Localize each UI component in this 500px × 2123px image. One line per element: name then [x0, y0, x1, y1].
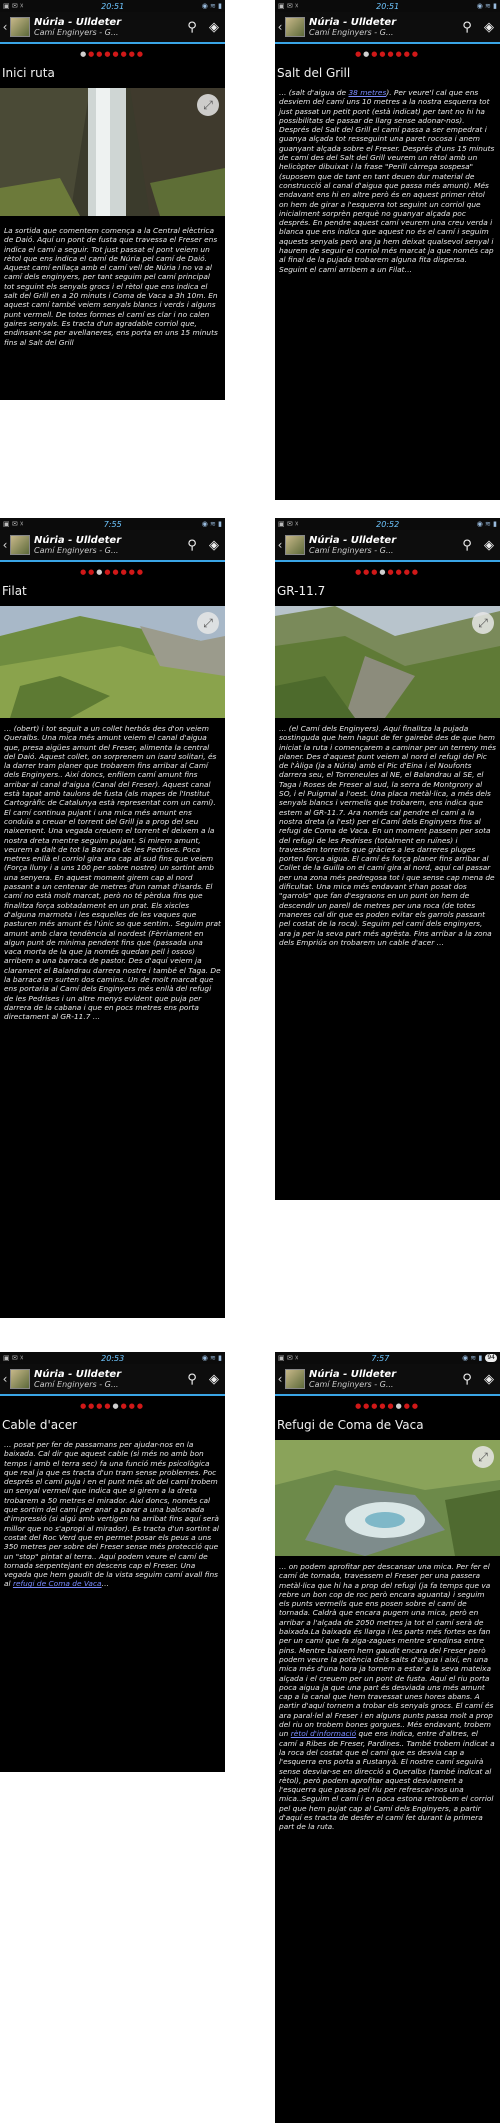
- waterfall-photo[interactable]: [0, 88, 225, 216]
- back-button[interactable]: ‹: [2, 20, 8, 34]
- app-title: Núria - Ulldeter: [34, 1369, 122, 1380]
- page-dot[interactable]: ●: [120, 1402, 129, 1410]
- page-indicator: [0, 50, 225, 60]
- description-link[interactable]: refugi de Coma de Vaca: [12, 1579, 102, 1589]
- page-indicator: [275, 50, 500, 60]
- description-text: [0, 226, 225, 347]
- page-dot[interactable]: ●: [88, 50, 97, 58]
- map-pin-icon[interactable]: ⚲: [462, 1371, 472, 1387]
- page-dot[interactable]: ●: [80, 1402, 89, 1410]
- page-dot[interactable]: ●: [371, 50, 380, 58]
- page-dot[interactable]: ●: [104, 1402, 113, 1410]
- page-dot[interactable]: ●: [112, 50, 121, 58]
- page-dot[interactable]: ●: [80, 50, 89, 58]
- description-link[interactable]: 38 metres: [348, 88, 387, 97]
- screen-refugi-coma-de-vaca: [275, 1352, 500, 2123]
- description-text: [0, 1440, 225, 1589]
- page-dot[interactable]: ●: [355, 568, 364, 576]
- page-dot[interactable]: ●: [403, 1402, 412, 1410]
- page-dot[interactable]: ●: [136, 568, 145, 576]
- page-dot[interactable]: ●: [136, 1402, 145, 1410]
- app-titles: [34, 17, 181, 37]
- route-thumbnail-icon: [10, 17, 30, 37]
- map-pin-icon[interactable]: ⚲: [462, 537, 472, 553]
- page-dot[interactable]: ●: [395, 568, 404, 576]
- status-bar: [0, 518, 225, 530]
- expand-photo-icon[interactable]: ⤢: [472, 612, 494, 634]
- page-dot[interactable]: ●: [136, 50, 145, 58]
- screen-filat: [0, 518, 225, 1318]
- page-title: Filat: [2, 584, 27, 598]
- status-time: 20:53: [101, 1353, 125, 1363]
- notification-icon: ▣ ✉ ☓: [3, 520, 24, 528]
- description-part: … posat per fer de passamans per ajudar-nos en la baixada. Cal dir que aquest cable (si més no amb bon temps i amb el terra sec) fa una funció més psicològica que real ja que es tracta d'un tram sense problemes. Poc després el camí puja i en el punt més alt del camí trobem un senyal vermell que indica que si girem a la dreta trobarem a 50 metres el mirador. Així doncs, només cal que sortim del camí per anar a parar a una balconada d'impressió (si algú amb vertigen ha arribat fins aquí serà millor que no s'apropi al mirador). Es tracta d'un sortint al costat del Roc Verd que en permet posar els peus a uns 350 metres per sobre del Freser sense més protecció que un "stop" pintat al terra.. Aquí podem veure el camí de tornada serpentejant en descens cap el Freser. Una vegada que hem gaudit de la vista seguim camí avall fins al: [4, 1440, 219, 1589]
- page-dot[interactable]: ●: [128, 50, 137, 58]
- status-bar: [275, 0, 500, 12]
- status-time: 20:51: [376, 1, 400, 11]
- page-dot[interactable]: ●: [403, 568, 412, 576]
- status-time: 20:51: [101, 1, 125, 11]
- route-thumbnail-icon: [10, 535, 30, 555]
- page-dot[interactable]: ●: [371, 1402, 380, 1410]
- app-title: Núria - Ulldeter: [34, 535, 122, 546]
- page-dot[interactable]: ●: [96, 1402, 105, 1410]
- navigate-icon[interactable]: ◈: [209, 1371, 219, 1387]
- page-dot[interactable]: ●: [395, 50, 404, 58]
- page-dot[interactable]: ●: [104, 568, 113, 576]
- expand-photo-icon[interactable]: ⤢: [197, 612, 219, 634]
- app-titles: [309, 535, 456, 555]
- page-dot[interactable]: ●: [355, 50, 364, 58]
- app-titles: [309, 17, 456, 37]
- route-thumbnail-icon: [285, 535, 305, 555]
- screen-salt-del-grill: [275, 0, 500, 500]
- status-bar: [0, 1352, 225, 1364]
- description-part: La sortida que comentem comença a la Central elèctrica de Daió. Aquí un pont de fusta que travessa el Freser ens indica el camí a seguir. Tot just passat el pont veiem un rètol que ens indica el camí de Núria pel camí de Daió. Aquest camí enllaça amb el camí vell de Núria i no va al camí dels enginyers, per tant seguim pel camí principal tot seguint els senyals grocs i el rètol que ens indica el salt del Grill en a 20 minuts i Coma de Vaca a 3h 10m. En aquest camí també veiem senyals blancs i verds i alguns punt vermell. De totes formes el camí es clar i no calen gaires senyals. Es tracta d'un agradable corriol que, endinsant-se per avellaneres, ens porta en uns 15 minuts fins al Salt del Grill: [4, 226, 218, 347]
- page-dot[interactable]: ●: [411, 568, 420, 576]
- page-dot[interactable]: ●: [104, 50, 113, 58]
- description-part: … (el Camí dels Enginyers). Aquí finalitza la pujada sostinguda que hem hagut de fer gairebé des de que hem iniciat la ruta i començarem a caminar per un terreny més planer. Des d'aquest punt veiem al nord el refugi del Pic de l'Àliga (ja a Núria) amb el Pic d'Eina i el Noufonts darrera seu, el Torreneules al NE, el Balandrau al SE, el Taga i Roses de Freser al sud, la serra de Montgrony al SO, i el Puigmal a l'oest. Una placa metàl·lica, a més dels senyals blancs i vermells que trobarem, ens indica que estem al GR-11.7. Ara només cal pendre el camí a la nostra dreta (a l'est) per el Camí dels Enginyers fins al refugi de Coma de Vaca. En un moment passem per sota del refugi de les Pedrises (totalment en ruïnes) i travessem torrents que gràcies a les darreres pluges porten força aigua. El camí és força planer fins arribar al Collet de la Guilla on el camí gira al nord, aquí cal passar per una zona més pedregosa tot i que sense cap mena de dificultat. Una mica més endavant s'han posat dos "garrols" que fan d'esgraons en un punt on hem de descendir un parell de metres per una roca (de totes maneres cal dir que es poden evitar els garrols passant pel costat de la roca). Seguim pel camí dels enginyers, ara ja per la seva part més agrèsta. Fins arribar a la zona dels Empriús on trobarem un cable d'acer …: [279, 724, 496, 947]
- status-bar: [0, 0, 225, 12]
- notification-icon: ▣ ✉ ☓: [278, 1354, 299, 1362]
- page-dot[interactable]: ●: [96, 50, 105, 58]
- navigate-icon[interactable]: ◈: [484, 537, 494, 553]
- status-time: 20:52: [376, 519, 400, 529]
- route-thumbnail-icon: [10, 1369, 30, 1389]
- page-dot[interactable]: ●: [88, 568, 97, 576]
- page-dot[interactable]: ●: [387, 50, 396, 58]
- screen-inici-ruta: [0, 0, 225, 400]
- route-thumbnail-icon: [285, 1369, 305, 1389]
- page-dot[interactable]: ●: [395, 1402, 404, 1410]
- app-subtitle: Camí Enginyers - G...: [309, 546, 394, 555]
- signal-icons: ◉ ≋ ▮: [476, 2, 497, 10]
- back-button[interactable]: ‹: [277, 538, 283, 552]
- app-titles: [34, 535, 181, 555]
- page-dot[interactable]: ●: [128, 568, 137, 576]
- page-dot[interactable]: ●: [379, 1402, 388, 1410]
- description-part: que ens indica, entre d'altres, el camí a Ribes de Freser, Pardines.. També trobem indicat a la roca del costat que el camí que es desvia cap a l'esquerra ens porta a Fustanyà. El nostre camí seguirà sense desviar-se en direcció a Queralbs (també indicat al rètol), però podem aprofitar aquest desviament a l'esquerra que passa pel riu per refrescar-nos una mica..Seguim el camí i en poca estona retrobem el corriol pel que hem pujat cap al Camí dels Enginyers, a partir d'aquí es tracta de desfer el camí fet durant la primera part de la ruta.: [279, 1729, 495, 1832]
- page-dot[interactable]: ●: [112, 568, 121, 576]
- description-text: [275, 1562, 500, 1832]
- page-dot[interactable]: ●: [96, 568, 105, 576]
- page-dot[interactable]: ●: [411, 50, 420, 58]
- signal-icons: ◉ ≋ ▮: [201, 520, 222, 528]
- page-title: GR-11.7: [277, 584, 326, 598]
- signal-icons: ◉ ≋ ▮ 94: [462, 1354, 495, 1362]
- back-button[interactable]: ‹: [277, 20, 283, 34]
- page-indicator: [0, 1402, 225, 1412]
- page-dot[interactable]: ●: [112, 1402, 121, 1410]
- page-indicator: [0, 568, 225, 578]
- screen-gr-11-7: [275, 518, 500, 1200]
- description-text: [275, 88, 500, 274]
- page-title: Cable d'acer: [2, 1418, 78, 1432]
- status-bar: [275, 518, 500, 530]
- app-title: Núria - Ulldeter: [309, 1369, 397, 1380]
- page-title: Inici ruta: [2, 66, 55, 80]
- navigate-icon[interactable]: ◈: [484, 1371, 494, 1387]
- app-subtitle: Camí Enginyers - G...: [309, 28, 394, 37]
- app-subtitle: Camí Enginyers - G...: [34, 546, 119, 555]
- page-dot[interactable]: ●: [128, 1402, 137, 1410]
- signal-icons: ◉ ≋ ▮: [201, 2, 222, 10]
- description-part: … on podem aprofitar per descansar una mica. Per fer el camí de tornada, travessem el Freser per una passera metàl·lica que hi ha a prop del refugi (ja fa temps que va rebre un bon cop de roc però encara aguanta) i seguim els punts vermells que ens posen sobre el camí de tornada. Caldrà que encara pugem una mica, però en arribar a l'alçada de 2050 metres ja tot el camí serà de baixada.La baixada és llarga i les parts més fortes es fan per un camí que fa ziga-zagues mentre s'endinsa entre pins. Mentre baixem hem gaudit encara del Freser però podem veure la potència dels salts d'aigua i així, en una mica més d'una hora ja tornem a estar a la seva mateixa alçada i el creuem per un pont de fusta. Aquí el riu porta poca aigua ja que una part és desviada uns més amunt cap a la canal que hem travessat unes hores abans. A partir d'aquí tornem a trobar els senyals grocs. El camí és ara paral·lel al Freser i en alguns punts passa molt a prop del riu on trobem bones gorgues.. Més endavant, trobem un: [279, 1562, 494, 1739]
- app-titles: [34, 1369, 181, 1389]
- page-dot[interactable]: ●: [379, 568, 388, 576]
- navigate-icon[interactable]: ◈: [209, 537, 219, 553]
- map-pin-icon[interactable]: ⚲: [187, 1371, 197, 1387]
- status-bar: [275, 1352, 500, 1364]
- app-bar: [275, 12, 500, 44]
- back-button[interactable]: ‹: [2, 1372, 8, 1386]
- status-time: 7:57: [371, 1353, 390, 1363]
- notification-icon: ▣ ✉ ☓: [278, 520, 299, 528]
- meadow-photo[interactable]: [0, 606, 225, 718]
- app-bar: [275, 1364, 500, 1396]
- map-pin-icon[interactable]: ⚲: [462, 19, 472, 35]
- signal-icons: ◉ ≋ ▮: [201, 1354, 222, 1362]
- page-indicator: [275, 568, 500, 578]
- route-thumbnail-icon: [285, 17, 305, 37]
- expand-photo-icon[interactable]: ⤢: [197, 94, 219, 116]
- expand-photo-icon[interactable]: ⤢: [472, 1446, 494, 1468]
- valley-photo[interactable]: [275, 606, 500, 718]
- description-part: … (salt d'aigua de: [279, 88, 347, 97]
- description-part: …: [101, 1579, 109, 1589]
- app-bar: [275, 530, 500, 562]
- app-subtitle: Camí Enginyers - G...: [34, 1380, 119, 1389]
- app-bar: [0, 12, 225, 44]
- page-dot[interactable]: ●: [363, 50, 372, 58]
- page-dot[interactable]: ●: [355, 1402, 364, 1410]
- description-part: … (obert) i tot seguit a un collet herbós des d'on veiem Queralbs. Una mica més amunt veiem el canal d'aigua que, presa aigües amunt del Freser, alimenta la central del Daió. Aquest collet, on sorprenem un isard solitari, és la darrer tram planer que trobarem fins arribar al Camí dels Enginyers.. Així doncs, enfilem camí amunt fins arribar al canal d'aigua (Canal del Freser). Aquest canal està tapat amb taulons de fusta (als mapes de l'Institut Cartogràfic de Catalunya està representat com un camí). El camí continua pujant i una mica més amunt ens conduïa a creuar el torrent del Grill ja a prop del seu naixement. Una vegada creuem el torrent el deixem a la nostra dreta mentre seguim pujant. Si mirem amunt, veurem a dalt de tot la Barraca de les Pedrises. Poca metres enllà el corriol gira ara cap al sud fins que veiem (Força lluny i a uns 100 per sobre nostre) un sortint amb una senyera. En aquest moment girem cap al nord passant a un centenar de metres d'un ramat d'isards. El camí no està molt marcat, però no té pèrdua fins que finalitza força sobtadament en un prat. Els xiscles d'alguna marmota i les esquelles de les vaques que pasturen més amunt és l'únic so que sentim.. Seguim prat amunt amb clara tendència al nordest (Fèrriament en algun punt de mínima pendent fins que (passada una vaca morta de la que ja només quedan pell i ossos) arribem a una barraca de pastor. Des d'aquí veiem ja clarament el Balandrau darrera nostre i també el Taga. De la barraca en surten dos camins. Un de molt marcat que ens portaria al Camí dels Enginyers més enllà del refugi de les Pedrises i un altre menys evident que puja per darrera de la cabana i que en pocs metres ens porta directament al GR-11.7 …: [4, 724, 221, 1022]
- screen-cable-d-acer: [0, 1352, 225, 1772]
- notification-icon: ▣ ✉ ☓: [3, 1354, 24, 1362]
- map-pin-icon[interactable]: ⚲: [187, 19, 197, 35]
- notification-icon: ▣ ✉ ☓: [3, 2, 24, 10]
- page-dot[interactable]: ●: [80, 568, 89, 576]
- notification-icon: ▣ ✉ ☓: [278, 2, 299, 10]
- description-link[interactable]: rètol d'informació: [290, 1729, 357, 1739]
- river-photo[interactable]: [275, 1440, 500, 1556]
- page-title: Salt del Grill: [277, 66, 351, 80]
- app-bar: [0, 530, 225, 562]
- page-dot[interactable]: ●: [120, 568, 129, 576]
- page-indicator: [275, 1402, 500, 1412]
- battery-badge: 94: [487, 1354, 495, 1361]
- app-title: Núria - Ulldeter: [309, 535, 397, 546]
- page-dot[interactable]: ●: [363, 1402, 372, 1410]
- description-text: [0, 724, 225, 1022]
- navigate-icon[interactable]: ◈: [209, 19, 219, 35]
- app-bar: [0, 1364, 225, 1396]
- app-subtitle: Camí Enginyers - G...: [309, 1380, 394, 1389]
- page-title: Refugi de Coma de Vaca: [277, 1418, 424, 1432]
- page-dot[interactable]: ●: [371, 568, 380, 576]
- app-titles: [309, 1369, 456, 1389]
- page-dot[interactable]: ●: [363, 568, 372, 576]
- navigate-icon[interactable]: ◈: [484, 19, 494, 35]
- description-part: ). Per veure'l cal que ens desviem del camí uns 10 metres a la nostra esquerra tot just passat un petit pont (està indicat) per tant no hi ha possibilitats de passar de llarg sense adonar-nos). Després del Salt del Grill el camí passa a ser empedrat i guanya alçada tot resseguint una paret rocosa i anem guanyant alçada sobre el Freser. Després d'uns 15 minuts de camí des del Salt del Grill veurem un rètol amb un helicòpter dibuixat i la frase "Perill càrrega sospesa" (suposem que de tant en tant deuen dur material de construcció al canal d'aigua que passa més amunt). Més endavant ens hi en altre però és en aquest primer rètol on hem de girar a l'esquerra tot seguint un corriol que inicialment sorprèn perquè no guanyar alçada poc després. En pendre aquest camí veurem una creu verda i blanca que ens indica que aquest no és el camí i seguim aquests senyals però ara ja hem deixat qualsevol senyal i haurem de seguir el corriol més marcat ja que només cap al final de la pujada trobarem alguna fita dispersa. Seguint el camí arribem a un Filat…: [279, 88, 495, 274]
- page-dot[interactable]: ●: [387, 1402, 396, 1410]
- back-button[interactable]: ‹: [2, 538, 8, 552]
- back-button[interactable]: ‹: [277, 1372, 283, 1386]
- signal-icons: ◉ ≋ ▮: [476, 520, 497, 528]
- app-title: Núria - Ulldeter: [309, 17, 397, 28]
- page-dot[interactable]: ●: [379, 50, 388, 58]
- page-dot[interactable]: ●: [387, 568, 396, 576]
- app-subtitle: Camí Enginyers - G...: [34, 28, 119, 37]
- description-text: [275, 724, 500, 947]
- page-dot[interactable]: ●: [403, 50, 412, 58]
- app-title: Núria - Ulldeter: [34, 17, 122, 28]
- page-dot[interactable]: ●: [411, 1402, 420, 1410]
- status-time: 7:55: [103, 519, 122, 529]
- map-pin-icon[interactable]: ⚲: [187, 537, 197, 553]
- page-dot[interactable]: ●: [88, 1402, 97, 1410]
- page-dot[interactable]: ●: [120, 50, 129, 58]
